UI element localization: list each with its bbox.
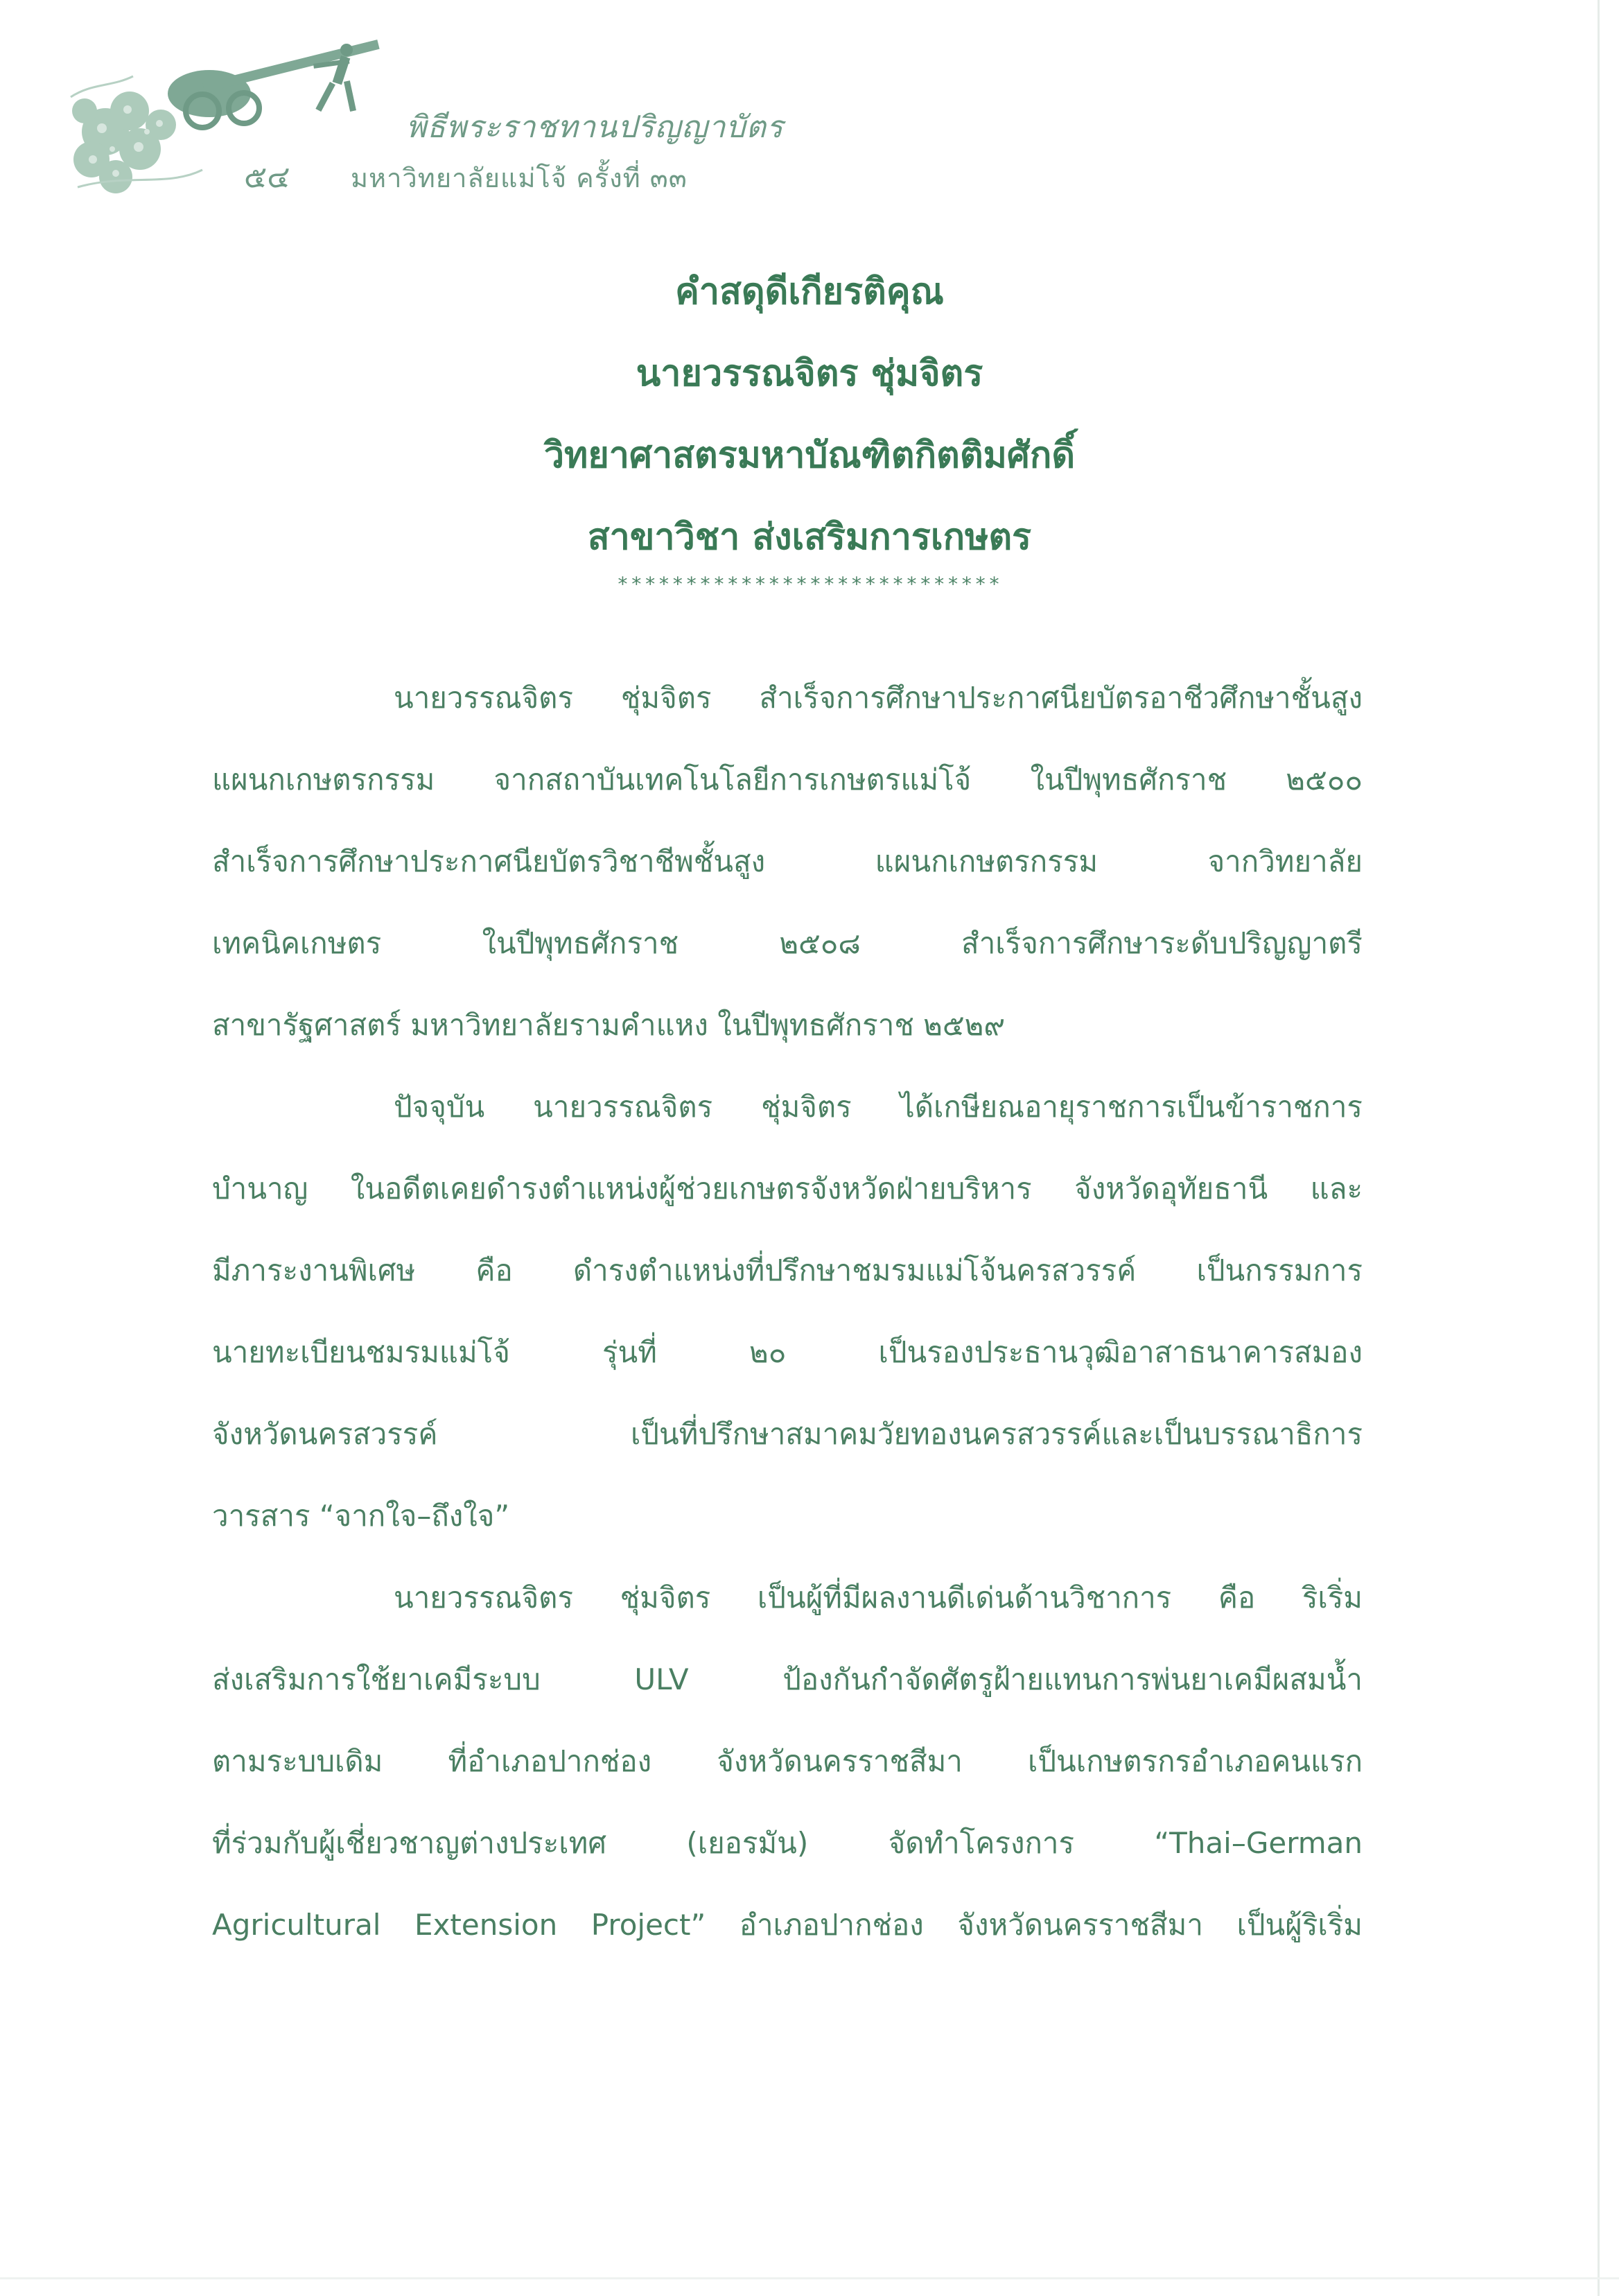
header-subtitle: มหาวิทยาลัยแม่โจ้ ครั้งที่ ๓๓	[351, 163, 688, 193]
paragraph-line: นายวรรณจิตร ชุ่มจิตร สำเร็จการศึกษาประกาศนียบัตรอาชีวศึกษาชั้นสูง	[394, 681, 1363, 715]
citation-body	[212, 657, 1363, 1966]
paragraph-line: มีภาระงานพิเศษ คือ ดำรงตำแหน่งที่ปรึกษาชมรมแม่โจ้นครสวรรค์ เป็นกรรมการ	[212, 1253, 1363, 1287]
paragraph-line: จังหวัดนครสวรรค์ เป็นที่ปรึกษาสมาคมวัยทองนครสวรรค์และเป็นบรรณาธิการ	[212, 1417, 1363, 1451]
honoree-name: นายวรรณจิตร ชุ่มจิตร	[636, 353, 983, 394]
document-title: คำสดุดีเกียรติคุณ	[675, 271, 944, 313]
paragraph-line: ปัจจุบัน นายวรรณจิตร ชุ่มจิตร ได้เกษียณอายุราชการเป็นข้าราชการ	[394, 1090, 1363, 1124]
paragraph-line: Agricultural Extension Project” อำเภอปากช่อง จังหวัดนครราชสีมา เป็นผู้ริเริ่ม	[212, 1908, 1363, 1942]
paragraph-line: แผนกเกษตรกรรม จากสถาบันเทคโนโลยีการเกษตรแม่โจ้ ในปีพุทธศักราช ๒๕๐๐	[212, 763, 1363, 797]
title-separator: ****************************	[616, 573, 1002, 595]
field-of-study: สาขาวิชา ส่งเสริมการเกษตร	[587, 516, 1032, 558]
paragraph-line: วารสาร “จากใจ–ถึงใจ”	[212, 1499, 510, 1533]
paragraph-line: นายทะเบียนชมรมแม่โจ้ รุ่นที่ ๒๐ เป็นรองประธานวุฒิอาสาธนาคารสมอง	[212, 1335, 1363, 1369]
paragraph-line: สาขารัฐศาสตร์ มหาวิทยาลัยรามคำแหง ในปีพุทธศักราช ๒๕๒๙	[212, 1008, 1006, 1042]
ceremony-title: พิธีพระราชทานปริญญาบัตร	[406, 110, 784, 145]
paragraph-line: เทคนิคเกษตร ในปีพุทธศักราช ๒๕๐๘ สำเร็จการศึกษาระดับปริญญาตรี	[212, 926, 1363, 960]
paragraph-line: นายวรรณจิตร ชุ่มจิตร เป็นผู้ที่มีผลงานดีเด่นด้านวิชาการ คือ ริเริ่ม	[394, 1581, 1363, 1615]
degree-title: วิทยาศาสตรมหาบัณฑิตกิตติมศักดิ์	[543, 435, 1076, 476]
paragraph-line: ตามระบบเดิม ที่อำเภอปากช่อง จังหวัดนครราชสีมา เป็นเกษตรกรอำเภอคนแรก	[212, 1744, 1363, 1778]
paragraph-line: ส่งเสริมการใช้ยาเคมีระบบ ULV ป้องกันกำจัดศัตรูฝ้ายแทนการพ่นยาเคมีผสมน้ำ	[212, 1662, 1363, 1696]
paragraph-line: บำนาญ ในอดีตเคยดำรงตำแหน่งผู้ช่วยเกษตรจังหวัดฝ่ายบริหาร จังหวัดอุทัยธานี และ	[212, 1172, 1363, 1206]
page-number: ๕๔	[244, 159, 290, 195]
title-block	[0, 251, 1619, 578]
paragraph-line: สำเร็จการศึกษาประกาศนียบัตรวิชาชีพชั้นสูง แผนกเกษตรกรรม จากวิทยาลัย	[212, 844, 1363, 878]
page-edge-bottom	[0, 2277, 1619, 2279]
paragraph-line: ที่ร่วมกับผู้เชี่ยวชาญต่างประเทศ (เยอรมัน) จัดทำโครงการ “Thai–German	[212, 1826, 1363, 1860]
